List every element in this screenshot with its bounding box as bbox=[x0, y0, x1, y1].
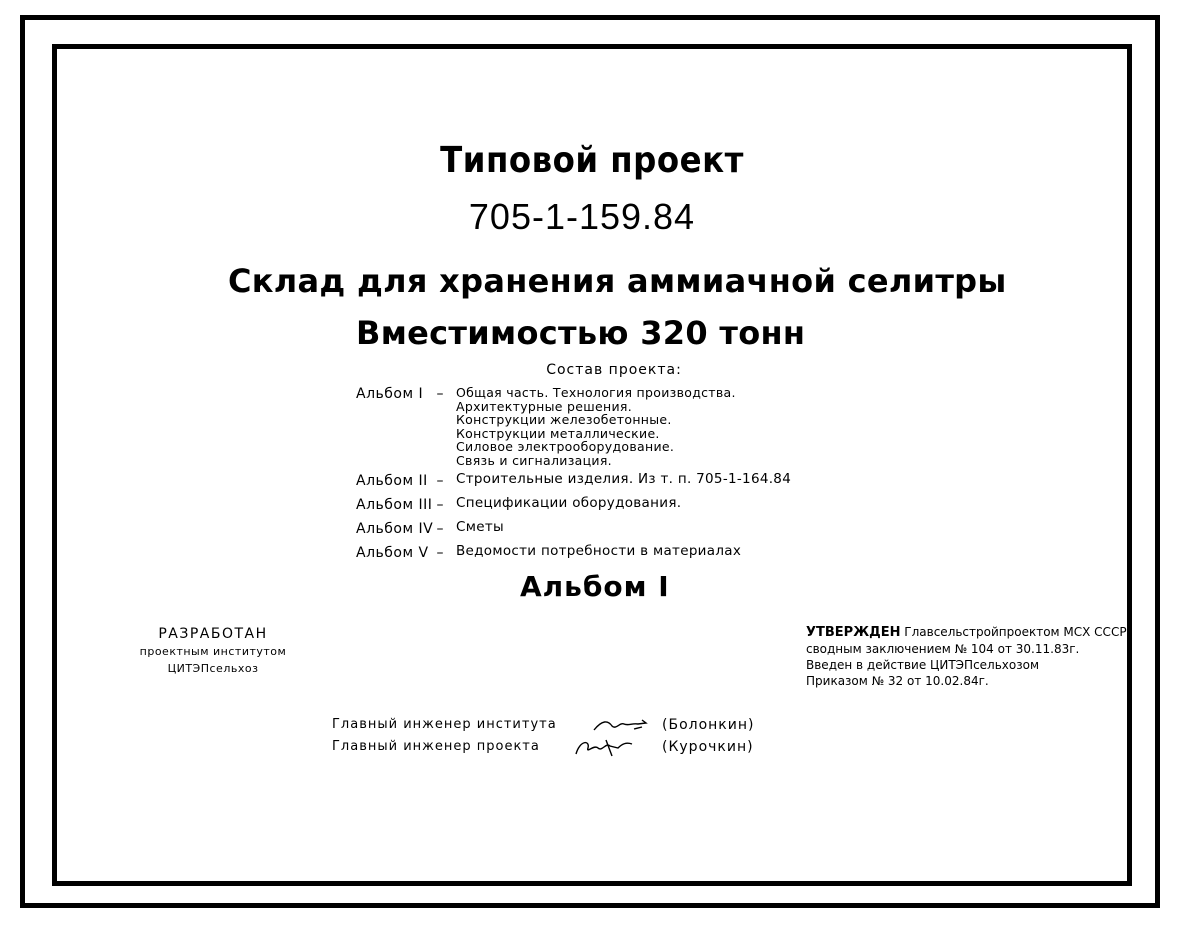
engineers-block bbox=[332, 714, 754, 758]
album-row-1 bbox=[356, 386, 791, 467]
album-contents bbox=[456, 521, 504, 535]
album-dash: – bbox=[436, 545, 444, 561]
album-row-5 bbox=[356, 545, 791, 561]
album-label: Альбом I bbox=[356, 386, 424, 402]
engineer-name: (Курочкин) bbox=[662, 739, 754, 755]
album-row-2 bbox=[356, 473, 791, 489]
album-line: Силовое электрооборудование. bbox=[456, 439, 675, 454]
album-label: Альбом III bbox=[356, 497, 433, 513]
approval-line3: Введен в действие ЦИТЭПсельхозом bbox=[806, 658, 1040, 672]
project-name-line1: Склад для хранения аммиачной селитры bbox=[228, 262, 1007, 300]
approval-line4: Приказом № 32 от 10.02.84г. bbox=[806, 674, 989, 688]
album-label: Альбом IV bbox=[356, 521, 434, 537]
developer-line1: проектным институтом bbox=[139, 645, 287, 658]
developer-heading: РАЗРАБОТАН bbox=[158, 626, 268, 642]
album-line: Ведомости потребности в материалах bbox=[456, 543, 742, 559]
album-line: Спецификации оборудования. bbox=[456, 495, 682, 511]
album-list bbox=[356, 386, 791, 561]
album-label: Альбом V bbox=[356, 545, 429, 561]
album-line: Архитектурные решения. bbox=[456, 398, 632, 414]
album-line: Конструкции металлические. bbox=[456, 425, 660, 441]
approval-line1 bbox=[806, 624, 1127, 641]
signature-image bbox=[572, 714, 662, 736]
approval-keyword: УТВЕРЖДЕН bbox=[806, 625, 901, 640]
album-contents bbox=[456, 545, 741, 559]
album-contents bbox=[456, 473, 791, 487]
album-line: Строительные изделия. Из т. п. 705-1-164.84 bbox=[456, 471, 792, 487]
album-dash: – bbox=[436, 497, 444, 513]
composition-heading: Состав проекта: bbox=[546, 362, 682, 378]
album-contents bbox=[456, 386, 736, 467]
album-dash: – bbox=[436, 473, 444, 489]
approval-block bbox=[806, 624, 1127, 689]
album-line: Сметы bbox=[456, 519, 504, 535]
doc-title: Типовой проект bbox=[440, 140, 744, 181]
developer-line2: ЦИТЭПсельхоз bbox=[167, 662, 259, 675]
album-row-3 bbox=[356, 497, 791, 513]
signature-image bbox=[572, 736, 662, 758]
approval-line2: сводным заключением № 104 от 30.11.83г. bbox=[806, 642, 1080, 656]
engineer-name: (Болонкин) bbox=[662, 717, 755, 733]
album-row-4 bbox=[356, 521, 791, 537]
album-line: Конструкции железобетонные. bbox=[456, 412, 672, 427]
album-dash: – bbox=[436, 521, 444, 537]
engineer-role: Главный инженер проекта bbox=[332, 739, 540, 754]
album-line: Связь и сигнализация. bbox=[456, 452, 612, 468]
album-line: Общая часть. Технология производства. bbox=[456, 385, 736, 400]
engineer-row bbox=[332, 714, 754, 736]
album-contents bbox=[456, 497, 681, 511]
approval-authority: Главсельстройпроектом МСХ СССР bbox=[904, 625, 1127, 639]
project-name-line2: Вместимостью 320 тонн bbox=[356, 314, 806, 352]
album-label: Альбом II bbox=[356, 473, 428, 489]
engineer-role: Главный инженер института bbox=[332, 717, 557, 732]
developer-block bbox=[130, 626, 296, 677]
engineer-row bbox=[332, 736, 754, 758]
album-dash: – bbox=[436, 386, 444, 402]
project-number: 705-1-159.84 bbox=[468, 196, 696, 237]
current-album-title: Альбом I bbox=[520, 570, 670, 603]
